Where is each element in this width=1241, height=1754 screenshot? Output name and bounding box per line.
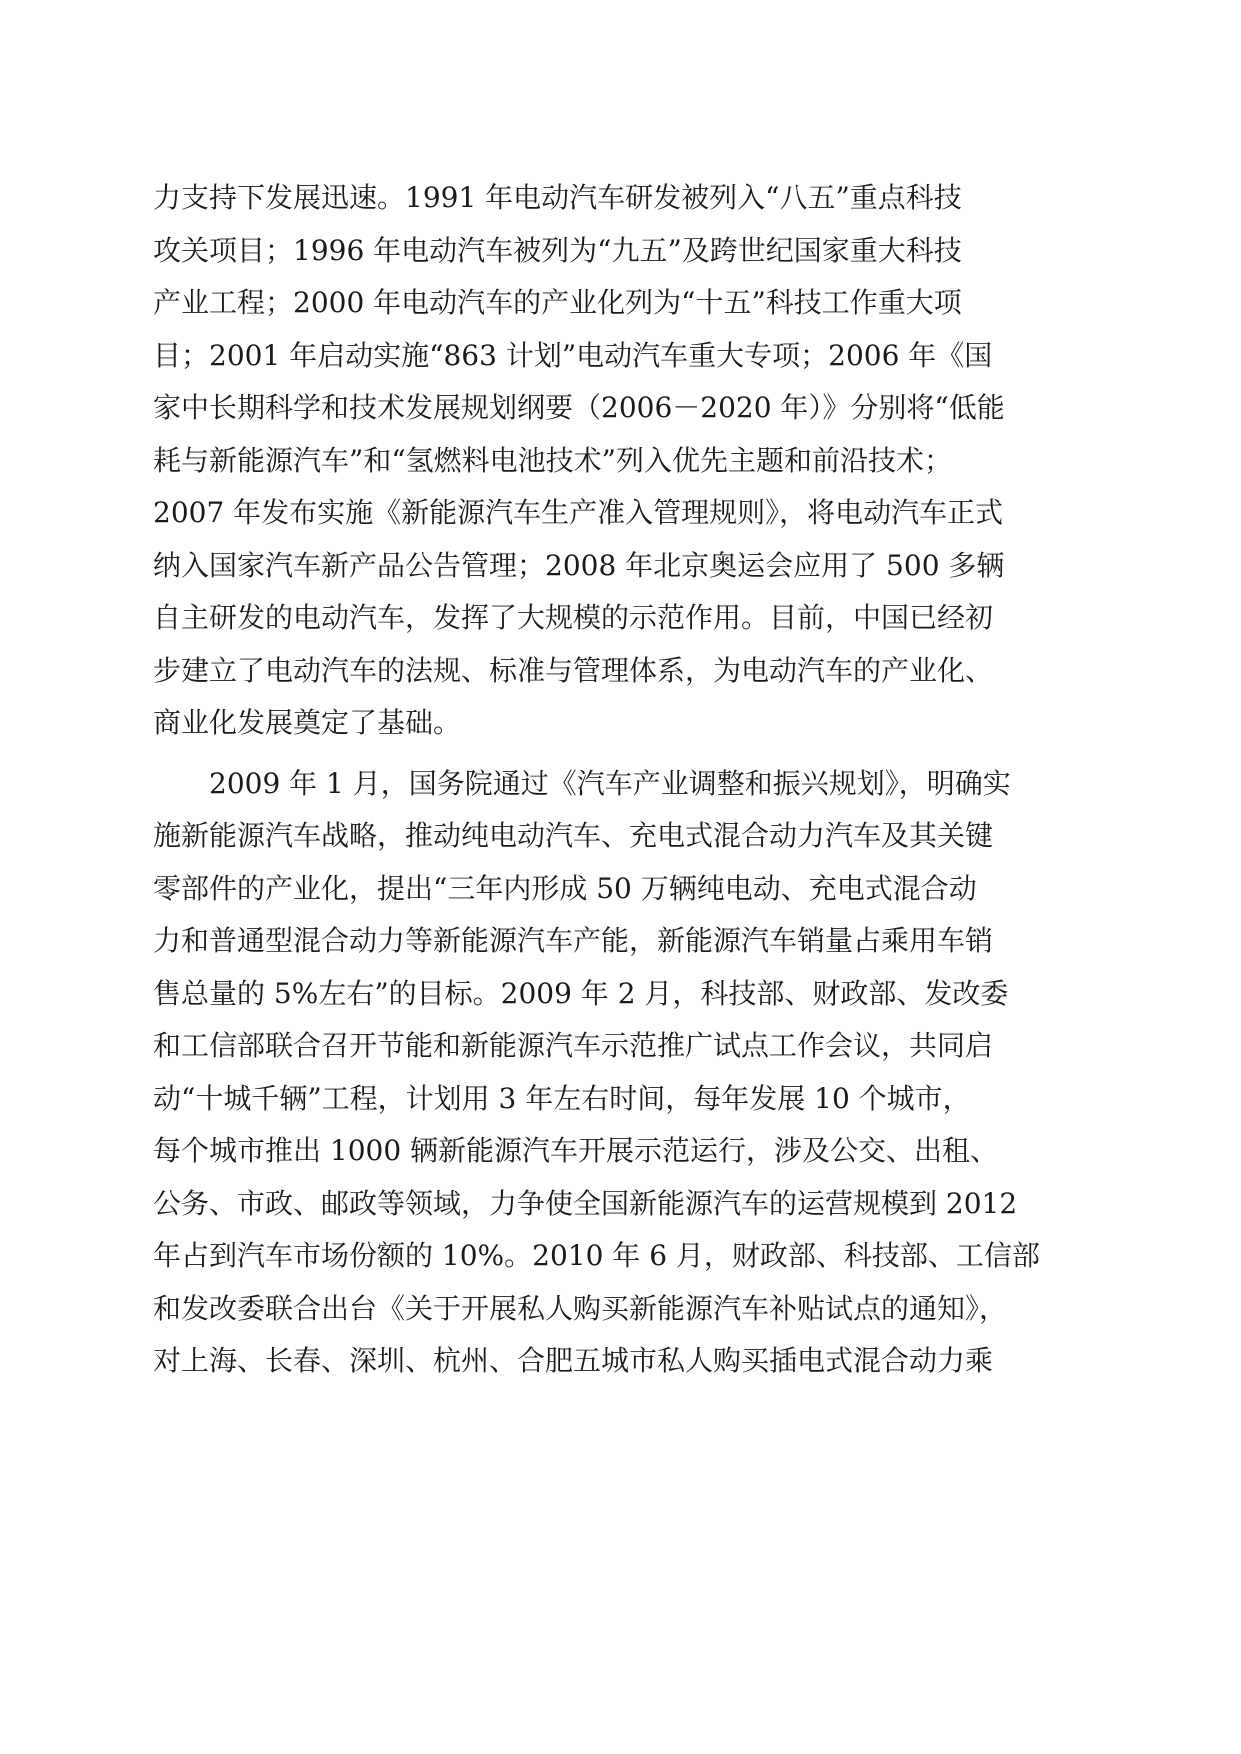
text-line: 售总量的 5%左右”的目标。2009 年 2 月，科技部、财政部、发改委 bbox=[153, 976, 1009, 1010]
text-line: 2007 年发布实施《新能源汽车生产准入管理规则》，将电动汽车正式 bbox=[153, 496, 1004, 529]
text-line: 和发改委联合出台《关于开展私人购买新能源汽车补贴试点的通知》， bbox=[153, 1291, 1008, 1325]
text-line: 施新能源汽车战略，推动纯电动汽车、充电式混合动力汽车及其关键 bbox=[153, 819, 994, 852]
text-line: 纳入国家汽车新产品公告管理；2008 年北京奥运会应用了 500 多辆 bbox=[153, 548, 1005, 582]
text-line: 年占到汽车市场份额的 10%。2010 年 6 月，财政部、科技部、工信部 bbox=[153, 1239, 1040, 1272]
text-line: 每个城市推出 1000 辆新能源汽车开展示范运行，涉及公交、出租、 bbox=[153, 1134, 999, 1167]
paragraph-spacing bbox=[153, 750, 1093, 758]
paragraph-1 bbox=[153, 172, 1093, 750]
text-line: 2009 年 1 月，国务院通过《汽车产业调整和振兴规划》，明确实 bbox=[209, 766, 1011, 800]
text-line: 力支持下发展迅速。1991 年电动汽车研发被列入“八五”重点科技 bbox=[153, 181, 962, 214]
text-line: 和工信部联合召开节能和新能源汽车示范推广试点工作会议，共同启 bbox=[153, 1029, 994, 1062]
paragraph-2 bbox=[153, 758, 1093, 1388]
text-line: 目；2001 年启动实施“863 计划”电动汽车重大专项；2006 年《国 bbox=[153, 338, 993, 372]
text-line: 耗与新能源汽车”和“氢燃料电池技术”列入优先主题和前沿技术； bbox=[153, 443, 952, 477]
text-line: 产业工程；2000 年电动汽车的产业化列为“十五”科技工作重大项 bbox=[153, 286, 962, 319]
text-line: 自主研发的电动汽车，发挥了大规模的示范作用。目前，中国已经初 bbox=[153, 601, 994, 634]
text-line: 力和普通型混合动力等新能源汽车产能，新能源汽车销量占乘用车销 bbox=[153, 924, 994, 957]
body-text bbox=[153, 172, 1093, 1388]
text-line: 步建立了电动汽车的法规、标准与管理体系，为电动汽车的产业化、 bbox=[153, 653, 994, 687]
text-line: 零部件的产业化，提出“三年内形成 50 万辆纯电动、充电式混合动 bbox=[153, 871, 977, 905]
text-line: 对上海、长春、深圳、杭州、合肥五城市私人购买插电式混合动力乘 bbox=[153, 1344, 994, 1377]
text-line: 攻关项目；1996 年电动汽车被列为“九五”及跨世纪国家重大科技 bbox=[153, 233, 962, 267]
text-line: 动“十城千辆”工程，计划用 3 年左右时间，每年发展 10 个城市， bbox=[153, 1081, 971, 1115]
text-line: 公务、市政、邮政等领域，力争使全国新能源汽车的运营规模到 2012 bbox=[153, 1186, 1018, 1220]
text-line: 家中长期科学和技术发展规划纲要（2006－2020 年）》分别将“低能 bbox=[153, 391, 1005, 424]
text-line: 商业化发展奠定了基础。 bbox=[153, 706, 462, 739]
